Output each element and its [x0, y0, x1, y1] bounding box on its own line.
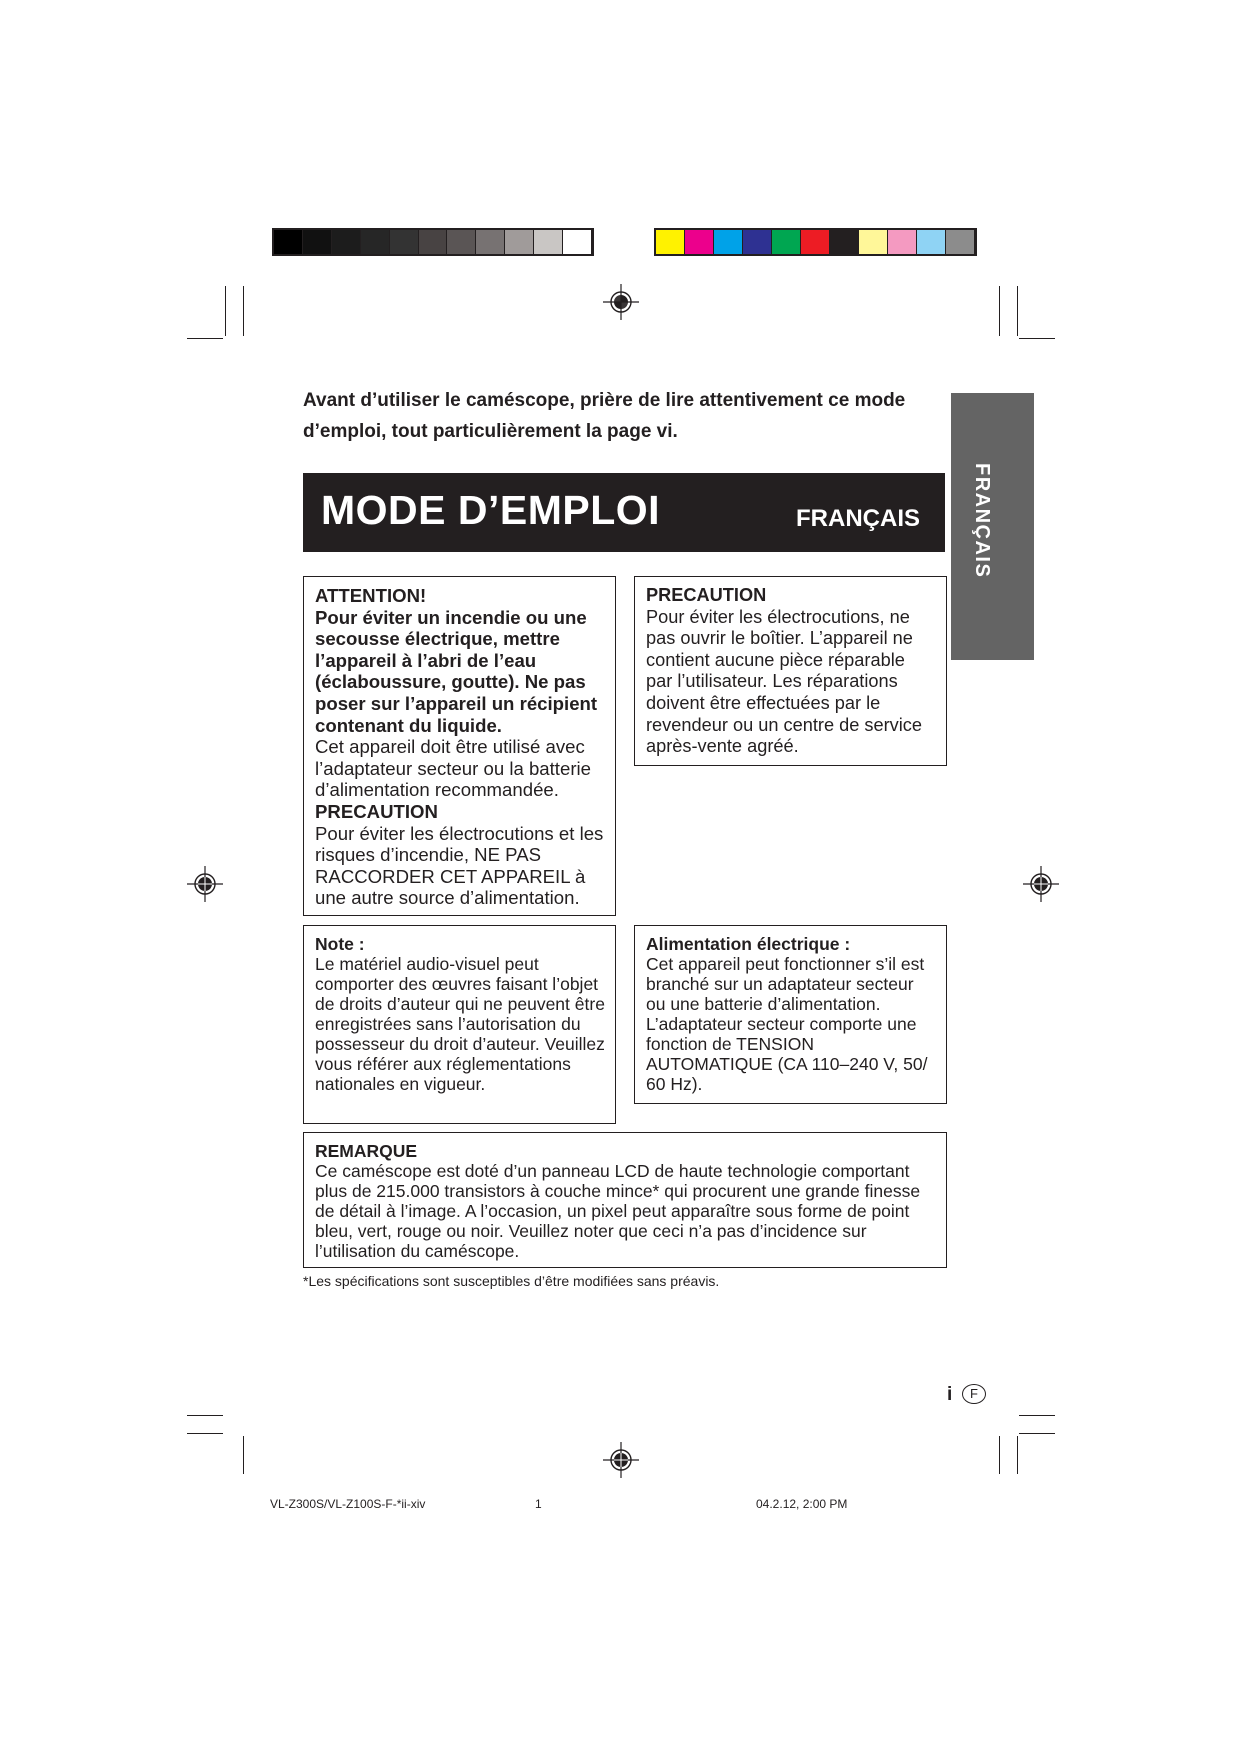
language-side-tab	[951, 393, 1034, 660]
attention-precaution-text: Pour éviter les électrocutions et les risques d’incendie, NE PAS RACCORDER CET APPAREIL à une autre source d’alimentation.	[315, 822, 604, 909]
precaution-text: Pour éviter les électrocutions, ne pas ouvrir le boîtier. L’appareil ne contient aucune pièce réparable par l’utilisateur. Les réparations doivent être effectuées par le revendeur ou un centre de service après-vente agréé.	[646, 606, 923, 757]
print-page-number: 1	[535, 1497, 542, 1511]
calibration-swatch	[917, 230, 946, 254]
page-number: i	[947, 1384, 953, 1405]
banner-language: FRANÇAIS	[796, 505, 920, 532]
note-text: Le matériel audio-visuel peut comporter des œuvres faisant l’objet de droits d’auteur qui ne peuvent être enregistrées sans l’autorisation du possesseur du droit d’auteur. Veuillez vous référer aux réglementations nationales en vigueur.	[315, 954, 605, 1094]
crop-mark	[187, 338, 223, 339]
side-tab-label: FRANÇAIS	[971, 463, 993, 579]
crop-mark	[1019, 338, 1055, 339]
remark-box	[303, 1132, 947, 1268]
note-heading: Note :	[315, 934, 365, 954]
attention-box	[303, 576, 616, 916]
calibration-swatch	[859, 230, 888, 254]
attention-precaution-heading: PRECAUTION	[315, 800, 438, 822]
crop-mark	[243, 1436, 244, 1474]
crop-mark	[1019, 1433, 1055, 1434]
color-calibration-bar	[654, 228, 977, 256]
intro-notice: Avant d’utiliser le caméscope, prière de lire attentivement ce mode d’emploi, tout particulièrement la page vi.	[303, 390, 906, 442]
crop-mark	[1017, 1436, 1018, 1474]
title-banner	[303, 473, 945, 552]
calibration-swatch	[419, 230, 448, 254]
attention-warning: Pour éviter un incendie ou une secousse électrique, mettre l’appareil à l’abri de l’eau (éclaboussure, goutte). Ne pas poser sur l’appareil un récipient contenant du liquide.	[315, 606, 598, 736]
remark-text: Ce caméscope est doté d’un panneau LCD de haute technologie comportant plus de 215.000 transistors à couche mince* qui procurent une grande finesse de détail à l’image. A l’occasion, un pixel peut apparaître sous forme de point bleu, vert, rouge ou noir. Veuillez noter que ceci n’a pas d’incidence sur l’utilisation du caméscope.	[315, 1161, 921, 1261]
calibration-swatch	[274, 230, 303, 254]
crop-mark	[187, 1415, 223, 1416]
calibration-swatch	[476, 230, 505, 254]
crop-mark	[225, 286, 226, 336]
footnote: *Les spécifications sont susceptibles d’être modifiées sans préavis.	[303, 1273, 720, 1289]
calibration-swatch	[743, 230, 772, 254]
grayscale-calibration-bar	[272, 228, 594, 256]
crop-mark	[1017, 286, 1018, 336]
attention-text: Cet appareil doit être utilisé avec l’adaptateur secteur ou la batterie d’alimentation recommandée.	[315, 736, 591, 801]
calibration-swatch	[563, 230, 592, 254]
language-mark-icon: F	[962, 1384, 986, 1404]
manual-title: MODE D’EMPLOI	[321, 487, 661, 533]
print-timestamp: 04.2.12, 2:00 PM	[756, 1497, 848, 1511]
crop-mark	[999, 286, 1000, 336]
calibration-swatch	[946, 230, 975, 254]
registration-target-icon	[187, 866, 223, 902]
calibration-swatch	[447, 230, 476, 254]
calibration-swatch	[656, 230, 685, 254]
calibration-swatch	[332, 230, 361, 254]
calibration-swatch	[390, 230, 419, 254]
print-file-name: VL-Z300S/VL-Z100S-F-*ii-xiv	[270, 1497, 426, 1511]
calibration-swatch	[534, 230, 563, 254]
calibration-swatch	[505, 230, 534, 254]
crop-mark	[999, 1436, 1000, 1474]
calibration-swatch	[801, 230, 830, 254]
registration-target-icon	[1023, 866, 1059, 902]
calibration-swatch	[772, 230, 801, 254]
registration-target-icon	[603, 1442, 639, 1478]
power-supply-box	[634, 925, 947, 1104]
crop-mark	[187, 1433, 223, 1434]
power-text: Cet appareil peut fonctionner s’il est branché sur un adaptateur secteur ou une batterie d’alimentation. L’adaptateur secteur comporte une fonction de TENSION AUTOMATIQUE (CA 110–240 V, 50/ 60 Hz).	[646, 954, 928, 1094]
calibration-swatch	[361, 230, 390, 254]
registration-target-icon	[603, 284, 639, 320]
crop-mark	[243, 286, 244, 336]
calibration-swatch	[714, 230, 743, 254]
calibration-swatch	[888, 230, 917, 254]
crop-mark	[1019, 1415, 1055, 1416]
remark-heading: REMARQUE	[315, 1141, 418, 1161]
calibration-swatch	[830, 230, 859, 254]
precaution-box	[634, 576, 947, 766]
calibration-swatch	[685, 230, 714, 254]
attention-heading: ATTENTION!	[315, 585, 427, 606]
power-heading: Alimentation électrique :	[646, 934, 851, 954]
note-box	[303, 925, 616, 1124]
precaution-heading: PRECAUTION	[646, 585, 767, 605]
calibration-swatch	[303, 230, 332, 254]
